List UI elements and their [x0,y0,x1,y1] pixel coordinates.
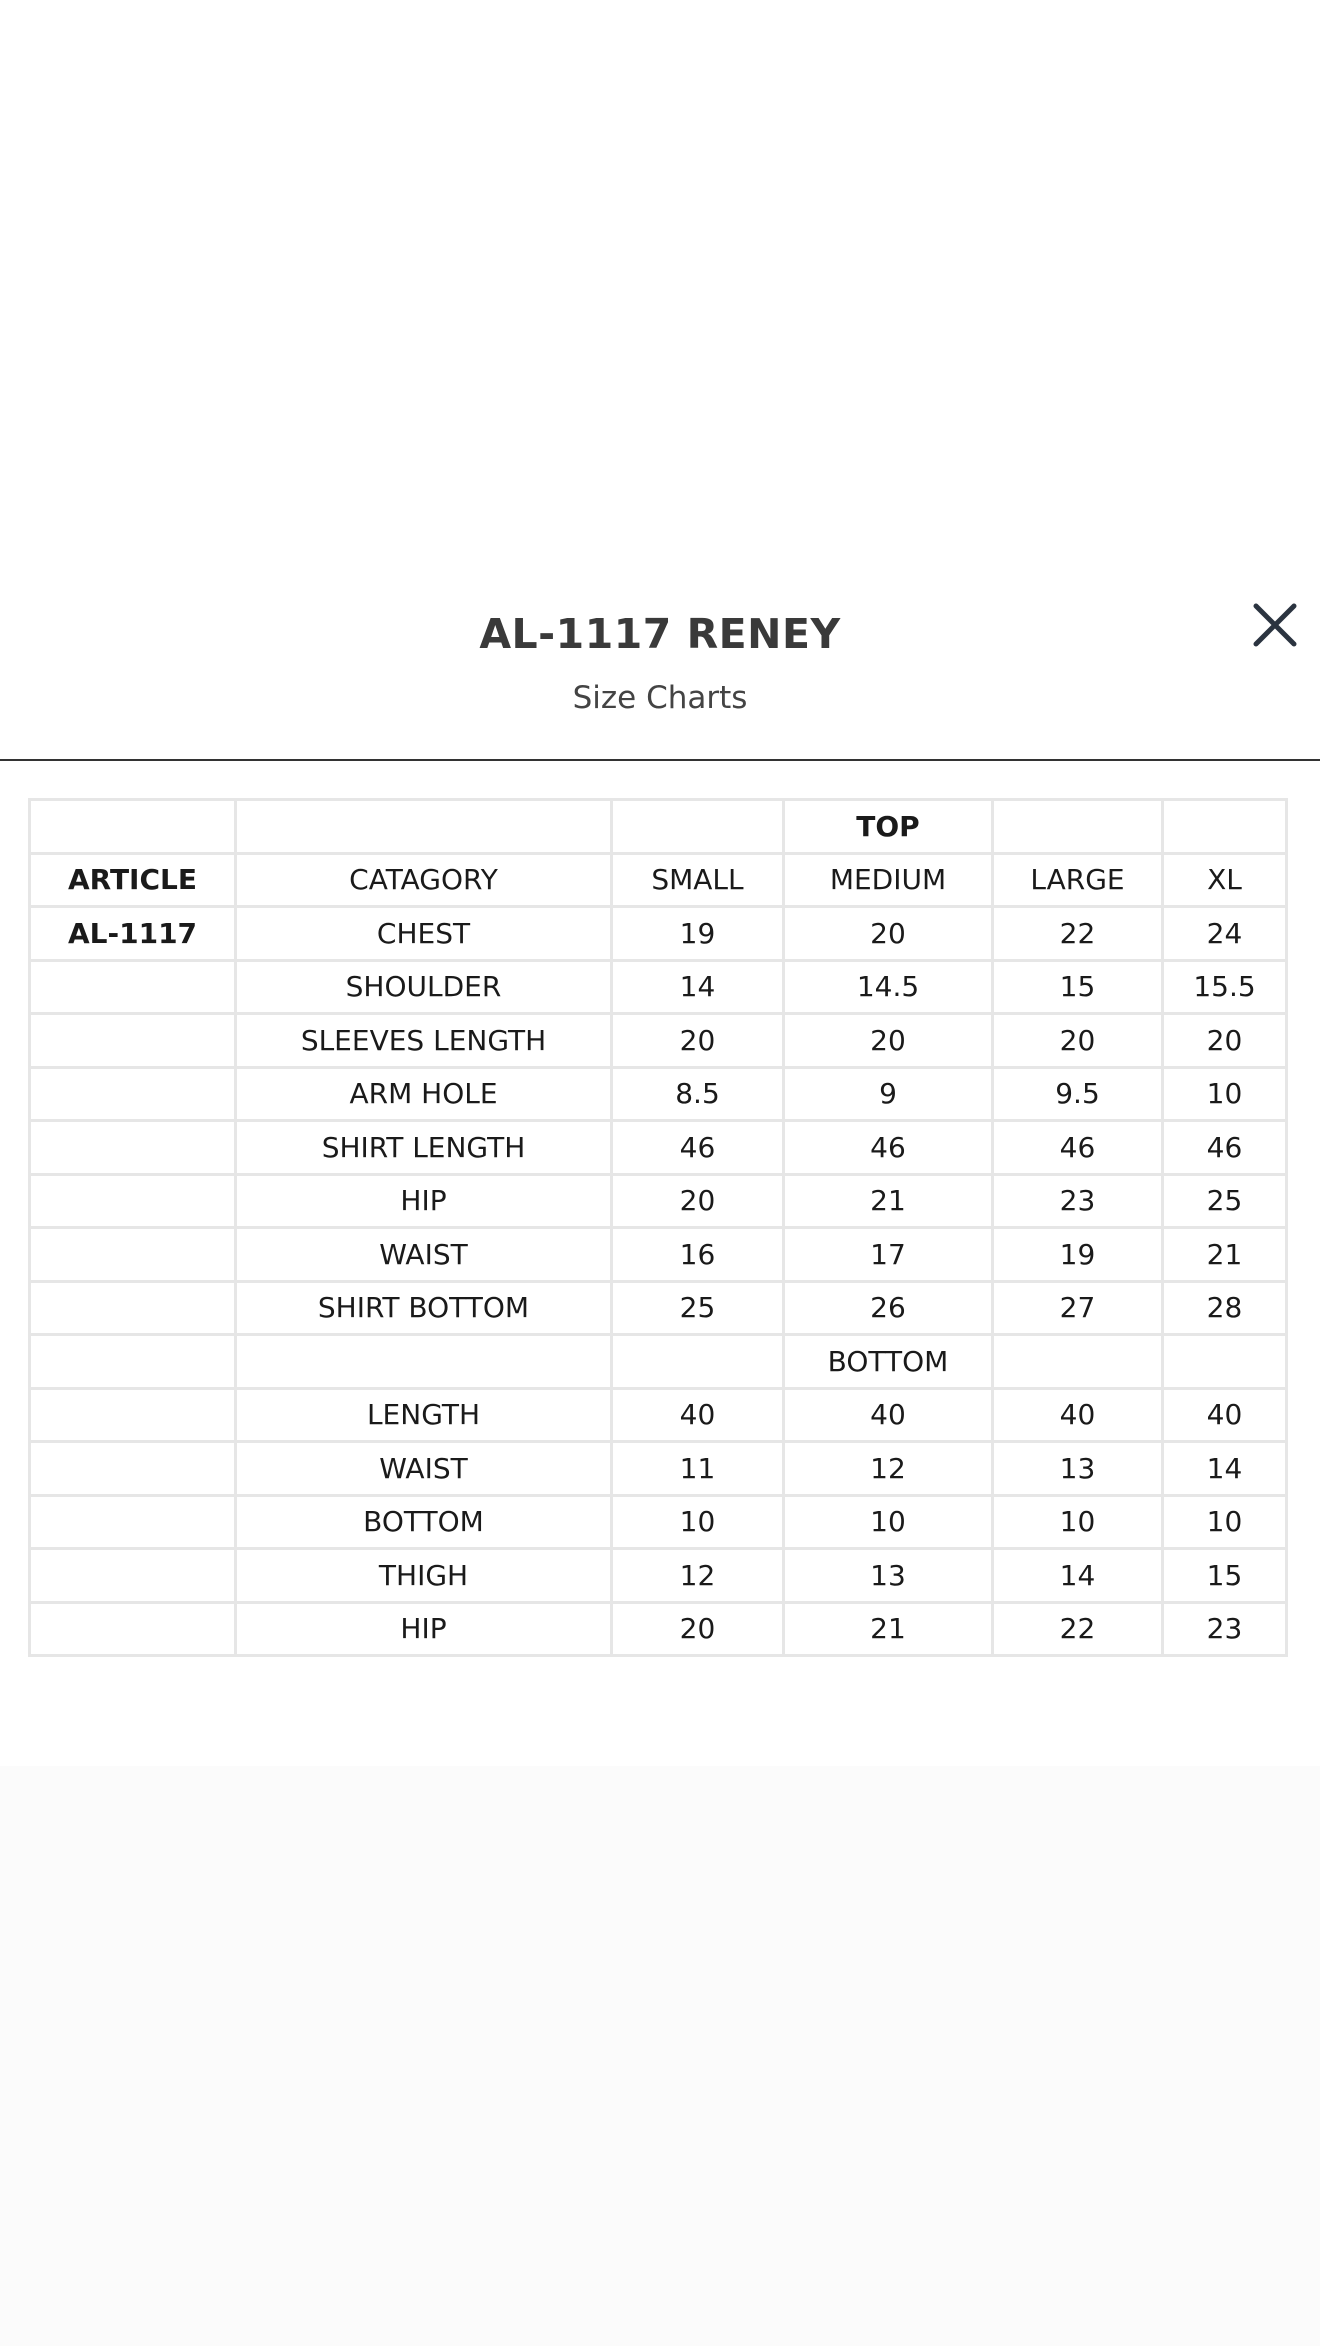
value-cell: 20 [612,1014,784,1068]
section-label-top: TOP [784,800,993,854]
table-row [30,1174,1287,1228]
page-background-bottom [0,1766,1320,2346]
section-label-bottom: BOTTOM [784,1335,993,1389]
value-cell: 40 [1163,1388,1287,1442]
category-cell: CHEST [236,907,612,961]
value-cell: 19 [612,907,784,961]
value-cell: 28 [1163,1281,1287,1335]
empty-cell [1163,800,1287,854]
empty-cell [30,1014,236,1068]
empty-cell [30,1067,236,1121]
modal-subtitle: Size Charts [572,680,748,716]
empty-cell [30,1442,236,1496]
category-cell: THIGH [236,1549,612,1603]
value-cell: 14 [993,1549,1163,1603]
value-cell: 13 [993,1442,1163,1496]
header-article: ARTICLE [30,853,236,907]
value-cell: 10 [993,1495,1163,1549]
category-cell: WAIST [236,1442,612,1496]
table-row [30,907,1287,961]
category-cell: HIP [236,1174,612,1228]
value-cell: 9 [784,1067,993,1121]
table-row [30,1549,1287,1603]
empty-cell [612,800,784,854]
category-cell: SHIRT BOTTOM [236,1281,612,1335]
category-cell: WAIST [236,1228,612,1282]
table-row [30,1388,1287,1442]
size-chart-modal [0,560,1320,1766]
empty-cell [236,800,612,854]
value-cell: 21 [784,1602,993,1656]
header-row [30,853,1287,907]
header-size: LARGE [993,853,1163,907]
empty-cell [30,1388,236,1442]
value-cell: 22 [993,1602,1163,1656]
empty-cell [30,1549,236,1603]
table-row [30,1014,1287,1068]
header-divider [0,759,1320,761]
value-cell: 13 [784,1549,993,1603]
value-cell: 9.5 [993,1067,1163,1121]
value-cell: 27 [993,1281,1163,1335]
value-cell: 20 [612,1602,784,1656]
table-row [30,1281,1287,1335]
value-cell: 10 [1163,1495,1287,1549]
size-chart-table [28,798,1288,1657]
value-cell: 10 [784,1495,993,1549]
value-cell: 40 [784,1388,993,1442]
value-cell: 14.5 [784,960,993,1014]
empty-cell [30,960,236,1014]
table-row [30,1602,1287,1656]
value-cell: 15.5 [1163,960,1287,1014]
empty-cell [236,1335,612,1389]
value-cell: 12 [612,1549,784,1603]
close-icon [1246,596,1304,654]
value-cell: 46 [784,1121,993,1175]
value-cell: 26 [784,1281,993,1335]
value-cell: 16 [612,1228,784,1282]
value-cell: 25 [612,1281,784,1335]
value-cell: 17 [784,1228,993,1282]
header-size: XL [1163,853,1287,907]
empty-cell [30,1602,236,1656]
value-cell: 46 [1163,1121,1287,1175]
value-cell: 14 [1163,1442,1287,1496]
value-cell: 46 [993,1121,1163,1175]
value-cell: 40 [612,1388,784,1442]
empty-cell [30,1121,236,1175]
table-row [30,1228,1287,1282]
article-code: AL-1117 [30,907,236,961]
value-cell: 10 [612,1495,784,1549]
close-button[interactable] [1246,596,1304,654]
value-cell: 15 [993,960,1163,1014]
value-cell: 20 [993,1014,1163,1068]
header-size: MEDIUM [784,853,993,907]
value-cell: 25 [1163,1174,1287,1228]
value-cell: 21 [1163,1228,1287,1282]
value-cell: 20 [784,1014,993,1068]
empty-cell [30,1495,236,1549]
value-cell: 12 [784,1442,993,1496]
empty-cell [30,1228,236,1282]
header-size: SMALL [612,853,784,907]
value-cell: 24 [1163,907,1287,961]
value-cell: 20 [612,1174,784,1228]
value-cell: 14 [612,960,784,1014]
category-cell: HIP [236,1602,612,1656]
category-cell: ARM HOLE [236,1067,612,1121]
category-cell: BOTTOM [236,1495,612,1549]
value-cell: 21 [784,1174,993,1228]
table-row [30,1067,1287,1121]
empty-cell [993,800,1163,854]
empty-cell [993,1335,1163,1389]
section-row-bottom [30,1335,1287,1389]
category-cell: SHOULDER [236,960,612,1014]
table-row [30,960,1287,1014]
modal-title: AL-1117 RENEY [479,610,841,658]
table-row [30,1121,1287,1175]
value-cell: 46 [612,1121,784,1175]
table-row [30,1495,1287,1549]
table-row [30,1442,1287,1496]
value-cell: 23 [1163,1602,1287,1656]
value-cell: 11 [612,1442,784,1496]
empty-cell [30,1335,236,1389]
header-category: CATAGORY [236,853,612,907]
category-cell: LENGTH [236,1388,612,1442]
value-cell: 10 [1163,1067,1287,1121]
value-cell: 22 [993,907,1163,961]
empty-cell [30,1281,236,1335]
empty-cell [612,1335,784,1389]
value-cell: 20 [1163,1014,1287,1068]
section-row-top [30,800,1287,854]
category-cell: SLEEVES LENGTH [236,1014,612,1068]
empty-cell [30,800,236,854]
value-cell: 40 [993,1388,1163,1442]
page-background-top [0,0,1320,560]
value-cell: 15 [1163,1549,1287,1603]
value-cell: 20 [784,907,993,961]
empty-cell [30,1174,236,1228]
value-cell: 8.5 [612,1067,784,1121]
empty-cell [1163,1335,1287,1389]
category-cell: SHIRT LENGTH [236,1121,612,1175]
value-cell: 19 [993,1228,1163,1282]
value-cell: 23 [993,1174,1163,1228]
